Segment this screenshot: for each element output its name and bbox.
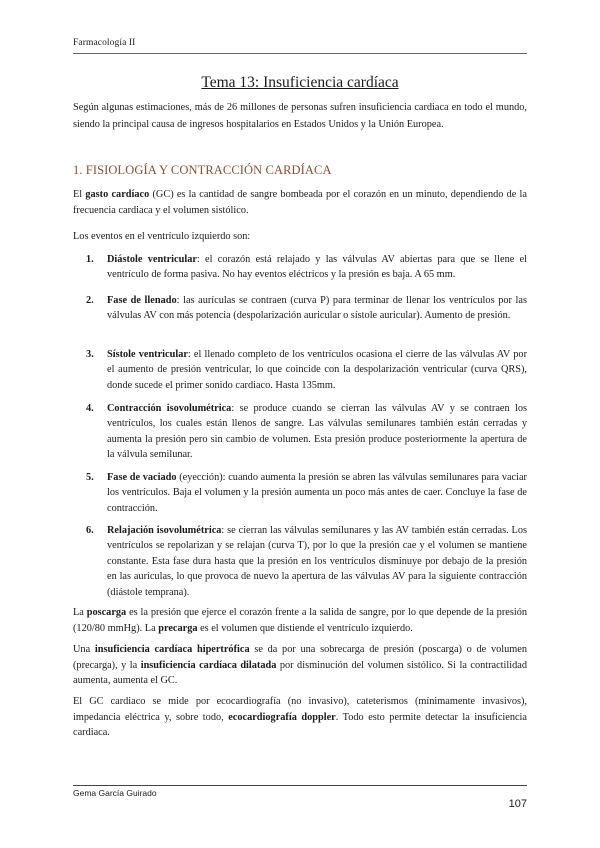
text-segment: El bbox=[73, 189, 86, 200]
list-number: 3. bbox=[86, 349, 94, 360]
insufficiency-paragraph bbox=[73, 642, 527, 689]
page-number: 107 bbox=[508, 798, 527, 810]
list-text: : las aurículas se contraen (curva P) para terminar de llenar los ventrículos por las válvulas AV con más potencia (despolarización auricular o sístole auricular). Aumento de presión. bbox=[107, 295, 527, 322]
footer-author: Gema García Guirado bbox=[73, 788, 157, 798]
list-text: : el llenado completo de los ventrículos ocasiona el cierre de las válvulas AV por el aumento de presión ventricular, lo que coincide con la despolarización ventricular (curva QRS), donde sucede el primer sonido cardiaco. Hasta 135mm. bbox=[107, 349, 527, 391]
text-segment: Una bbox=[73, 644, 95, 655]
bold-term: poscarga bbox=[86, 607, 127, 618]
text-segment: es la presión que ejerce el corazón frente a la salida de sangre, por lo que depende de la presión (120/80 mmHg). La bbox=[73, 607, 527, 634]
load-paragraph bbox=[73, 605, 527, 636]
bold-term: Fase de llenado bbox=[107, 295, 177, 306]
text-segment: es el volumen que distiende el ventrículo izquierdo. bbox=[197, 622, 413, 634]
bold-term: ecocardiografía doppler bbox=[228, 711, 336, 723]
gasto-cardiaco-paragraph bbox=[73, 187, 527, 218]
list-item bbox=[73, 347, 527, 393]
text-segment: se da por una sobrecarga de presión (poscarga) o de volumen (precarga), y la bbox=[73, 644, 527, 671]
header-course-name: Farmacología II bbox=[73, 38, 136, 48]
bold-term: Sístole ventricular bbox=[107, 349, 188, 360]
events-intro: Los eventos en el ventrículo izquierdo son: bbox=[73, 231, 251, 242]
bold-term: precarga bbox=[158, 622, 198, 634]
list-item bbox=[73, 252, 527, 283]
section-heading: 1. FISIOLOGÍA Y CONTRACCIÓN CARDÍACA bbox=[73, 163, 332, 177]
text-segment: por disminución del volumen sistólico. Si la contractilidad aumenta, aumenta el GC. bbox=[73, 659, 527, 687]
list-item bbox=[73, 293, 527, 324]
page-title: Tema 13: Insuficiencia cardíaca bbox=[201, 74, 399, 91]
text-segment: . Todo esto permite detectar la insuficiencia cardiaca. bbox=[73, 711, 527, 739]
intro-paragraph: Según algunas estimaciones, más de 26 millones de personas sufren insuficiencia cardiaca en todo el mundo, siendo la principal causa de ingresos hospitalarios en Estados Unidos y la Unión Europea. bbox=[73, 102, 527, 130]
text-segment: (GC) es la cantidad de sangre bombeada por el corazón en un minuto, dependiendo de la frecuencia cardiaca y el volumen sistólico. bbox=[73, 189, 527, 216]
list-item bbox=[73, 401, 527, 463]
list-text: : el corazón está relajado y las válvulas AV abiertas para que se llene el ventrículo de forma pasiva. No hay eventos eléctricos y la presión es baja. A 65 mm. bbox=[107, 254, 527, 281]
list-item bbox=[73, 470, 527, 516]
footer-divider bbox=[73, 785, 527, 786]
list-number: 5. bbox=[86, 472, 94, 483]
list-number: 1. bbox=[86, 254, 94, 265]
bold-term: Diástole ventricular bbox=[107, 254, 197, 265]
bold-term: Fase de vaciado bbox=[107, 472, 177, 483]
list-number: 4. bbox=[86, 403, 94, 414]
list-number: 6. bbox=[86, 525, 94, 536]
list-text: (eyección): cuando aumenta la presión se abren las válvulas semilunares para vaciar los ventrículos. Baja el volumen y la presión aumenta un poco más antes de caer. Concluye la fase de contracción. bbox=[107, 472, 527, 514]
bold-term: gasto cardíaco bbox=[85, 189, 150, 200]
text-segment: La bbox=[73, 607, 87, 618]
list-item bbox=[73, 523, 527, 600]
bold-term: Contracción isovolumétrica bbox=[107, 403, 232, 414]
bold-term: insuficiencia cardíaca hipertrófica bbox=[94, 644, 250, 655]
measurement-paragraph bbox=[73, 694, 527, 741]
bold-term: insuficiencia cardíaca dilatada bbox=[140, 659, 277, 671]
header-divider bbox=[73, 53, 527, 54]
text-segment: El GC cardiaco se mide por ecocardiografía (no invasivo), cateterismos (mínimamente invasivos), impedancia eléctrica y, sobre todo, bbox=[73, 696, 527, 723]
list-text: : se cierran las válvulas semilunares y las AV también están cerradas. Los ventrículos se repolarizan y se relajan (curva T), por lo que la presión cae y el volumen se mantiene constante. Esta fase dura hasta que la presión en los ventrículos disminuye por debajo de la presión en las aurículas, lo que provoca de nuevo la apertura de las válvulas AV para la siguiente contracción (diástole temprana). bbox=[107, 525, 528, 598]
list-text: : se produce cuando se cierran las válvulas AV y se contraen los ventrículos, los cuales están llenos de sangre. Las válvulas semilunares también están cerradas y aumenta la presión pero sin cambio de volumen. Esta presión produce posteriormente la apertura de la válvula semilunar. bbox=[107, 403, 527, 461]
bold-term: Relajación isovolumétrica bbox=[107, 525, 222, 536]
list-number: 2. bbox=[86, 295, 94, 306]
